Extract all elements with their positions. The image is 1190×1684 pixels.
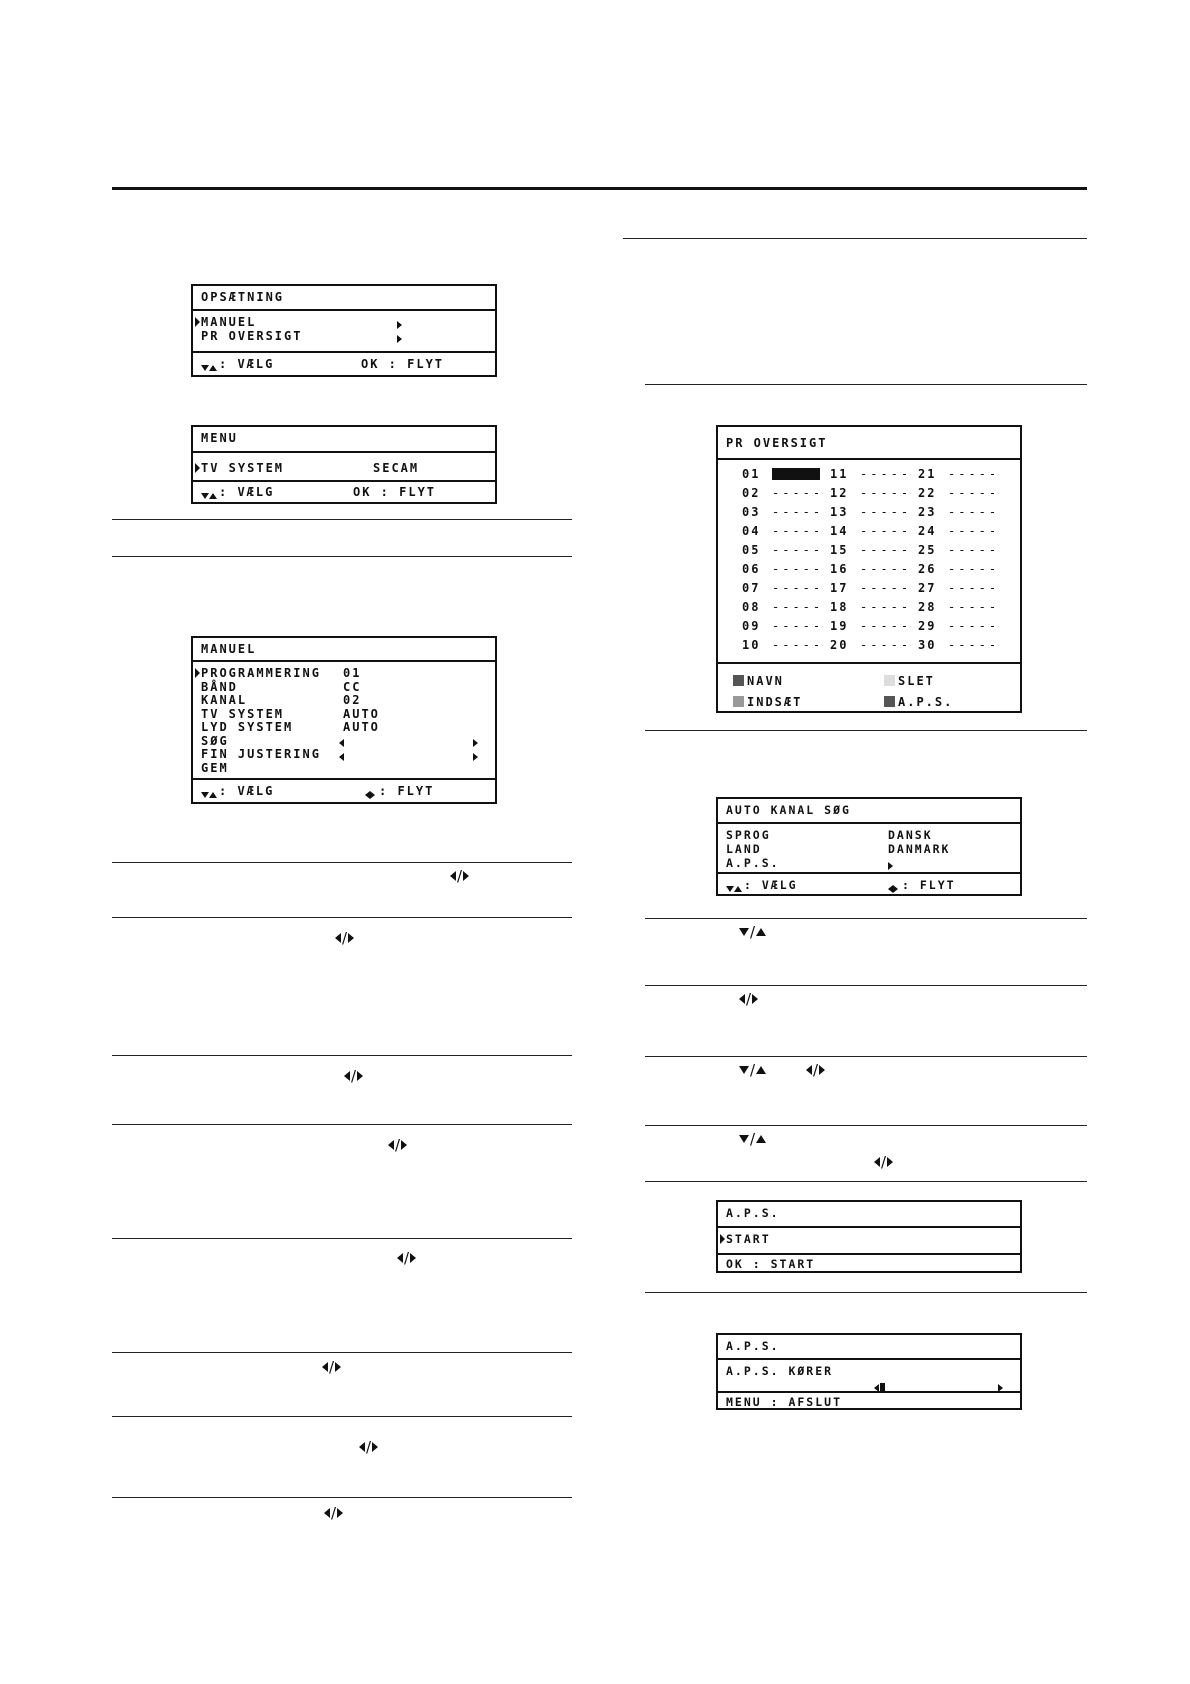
aps-running-menu bbox=[716, 1333, 1022, 1410]
program-number: 22 bbox=[918, 486, 937, 500]
left-right-arrows-icon: / bbox=[739, 989, 758, 1008]
menu-item-manuel[interactable]: MANUEL bbox=[193, 315, 495, 329]
left-rule-6 bbox=[112, 1124, 572, 1125]
left-right-arrows-icon: / bbox=[359, 1437, 378, 1456]
pr-oversigt-menu bbox=[716, 425, 1022, 713]
footer-menu-exit: MENU : AFSLUT bbox=[726, 1395, 843, 1409]
menu-item-band[interactable]: BÅND CC bbox=[201, 679, 362, 694]
program-slot[interactable]: ----- bbox=[948, 486, 1000, 500]
tv-system-menu: MENU TV SYSTEM SECAM : VÆLG OK : FLYT bbox=[191, 425, 497, 504]
right-rule-2 bbox=[645, 384, 1087, 385]
red-square-icon bbox=[733, 675, 744, 686]
right-rule-4 bbox=[645, 918, 1087, 919]
down-up-arrows-icon: / bbox=[739, 1060, 766, 1079]
menu-item-tv-system[interactable]: TV SYSTEM SECAM bbox=[193, 461, 495, 475]
cursor-icon bbox=[195, 668, 200, 678]
program-slot[interactable]: ----- bbox=[860, 562, 912, 576]
menu-title: OPSÆTNING bbox=[201, 290, 285, 304]
footer-move: OK : FLYT bbox=[361, 357, 445, 371]
program-slot[interactable]: ----- bbox=[948, 467, 1000, 481]
program-number: 16 bbox=[830, 562, 849, 576]
right-rule-3 bbox=[645, 730, 1087, 731]
program-number: 12 bbox=[830, 486, 849, 500]
menu-title: A.P.S. bbox=[726, 1339, 780, 1353]
left-rule-7 bbox=[112, 1238, 572, 1239]
program-slot[interactable]: ----- bbox=[860, 467, 912, 481]
menu-item-gem[interactable]: GEM bbox=[201, 760, 229, 775]
aps-start-menu bbox=[716, 1200, 1022, 1273]
left-right-arrows-icon: / bbox=[397, 1248, 416, 1267]
menu-title: AUTO KANAL SØG bbox=[726, 803, 851, 817]
program-number: 10 bbox=[742, 638, 761, 652]
footer-select: : VÆLG bbox=[219, 357, 275, 371]
aps-running-status: A.P.S. KØRER bbox=[726, 1364, 834, 1378]
progress-start-icon bbox=[874, 1380, 885, 1394]
program-number: 06 bbox=[742, 562, 761, 576]
program-slot[interactable]: ----- bbox=[860, 524, 912, 538]
left-right-arrows-icon: / bbox=[322, 1357, 341, 1376]
chevron-right-icon bbox=[397, 331, 402, 345]
program-number: 19 bbox=[830, 619, 849, 633]
right-rule-8 bbox=[645, 1181, 1087, 1182]
aps-progress bbox=[718, 1378, 1020, 1392]
left-right-arrows-icon: / bbox=[806, 1060, 825, 1079]
menu-item-pr-oversigt[interactable]: PR OVERSIGT bbox=[193, 329, 495, 343]
right-rule-7 bbox=[645, 1125, 1087, 1126]
program-slot[interactable]: ----- bbox=[948, 600, 1000, 614]
footer-ok-start: OK : START bbox=[726, 1257, 816, 1271]
blue-square-icon bbox=[884, 696, 895, 707]
left-right-icon bbox=[888, 881, 898, 895]
program-slot[interactable]: ----- bbox=[948, 619, 1000, 633]
menu-item-aps[interactable]: A.P.S. bbox=[718, 856, 1020, 870]
program-number: 08 bbox=[742, 600, 761, 614]
program-number: 07 bbox=[742, 581, 761, 595]
program-number: 09 bbox=[742, 619, 761, 633]
program-slot[interactable]: ----- bbox=[772, 619, 824, 633]
program-slot[interactable]: ----- bbox=[948, 524, 1000, 538]
program-number: 05 bbox=[742, 543, 761, 557]
program-slot-selected[interactable] bbox=[772, 468, 820, 480]
menu-title: MANUEL bbox=[201, 642, 257, 656]
program-slot[interactable]: ----- bbox=[948, 581, 1000, 595]
left-right-arrows-icon: / bbox=[344, 1066, 363, 1085]
program-slot[interactable]: ----- bbox=[860, 486, 912, 500]
left-right-arrows-icon: / bbox=[874, 1152, 893, 1171]
program-slot[interactable]: ----- bbox=[772, 524, 824, 538]
program-slot[interactable]: ----- bbox=[860, 600, 912, 614]
menu-title: PR OVERSIGT bbox=[726, 436, 828, 450]
program-number: 14 bbox=[830, 524, 849, 538]
down-up-icon bbox=[726, 881, 742, 895]
menu-item-start[interactable]: START bbox=[718, 1232, 1020, 1246]
program-slot[interactable]: ----- bbox=[772, 581, 824, 595]
program-slot[interactable]: ----- bbox=[860, 543, 912, 557]
program-number: 04 bbox=[742, 524, 761, 538]
program-slot[interactable]: ----- bbox=[772, 638, 824, 652]
program-slot[interactable]: ----- bbox=[948, 638, 1000, 652]
down-up-icon bbox=[201, 488, 217, 502]
program-number: 03 bbox=[742, 505, 761, 519]
opsaetning-menu bbox=[191, 284, 497, 377]
left-rule-5 bbox=[112, 1055, 572, 1056]
left-rule-3 bbox=[112, 862, 572, 863]
program-number: 25 bbox=[918, 543, 937, 557]
menu-item-lyd-system[interactable]: LYD SYSTEM AUTO bbox=[201, 720, 380, 734]
left-rule-4 bbox=[112, 917, 572, 918]
right-rule-6 bbox=[645, 1056, 1087, 1057]
tv-system-value: SECAM bbox=[373, 461, 420, 475]
auto-kanal-sog-menu: AUTO KANAL SØG SPROG DANSK LAND DANMARK A.P.S. : VÆLG : FLYT bbox=[716, 797, 1022, 896]
program-slot[interactable]: ----- bbox=[772, 600, 824, 614]
program-number: 30 bbox=[918, 638, 937, 652]
right-rule-9 bbox=[645, 1292, 1087, 1293]
legend-navn[interactable]: NAVN bbox=[733, 674, 784, 688]
cursor-icon bbox=[195, 463, 200, 473]
menu-item-kanal[interactable]: KANAL 02 bbox=[201, 693, 362, 707]
program-number: 18 bbox=[830, 600, 849, 614]
chevron-right-icon bbox=[998, 1380, 1003, 1394]
program-grid bbox=[718, 460, 1020, 664]
program-slot[interactable]: ----- bbox=[772, 562, 824, 576]
menu-item-fin-justering[interactable]: FIN JUSTERING bbox=[193, 747, 495, 761]
left-rule-2 bbox=[112, 556, 572, 557]
program-number: 20 bbox=[830, 638, 849, 652]
program-number: 15 bbox=[830, 543, 849, 557]
program-slot[interactable]: ----- bbox=[948, 562, 1000, 576]
left-right-arrows-icon: / bbox=[388, 1135, 407, 1154]
program-number: 13 bbox=[830, 505, 849, 519]
program-number: 24 bbox=[918, 524, 937, 538]
down-up-arrows-icon: / bbox=[739, 1129, 766, 1148]
program-number: 02 bbox=[742, 486, 761, 500]
program-slot[interactable]: ----- bbox=[772, 543, 824, 557]
program-slot[interactable]: ----- bbox=[772, 505, 824, 519]
program-number: 23 bbox=[918, 505, 937, 519]
program-number: 27 bbox=[918, 581, 937, 595]
left-rule-1 bbox=[112, 519, 572, 520]
program-number: 26 bbox=[918, 562, 937, 576]
program-number: 28 bbox=[918, 600, 937, 614]
menu-title: MENU bbox=[201, 431, 238, 445]
left-right-icon bbox=[365, 787, 375, 801]
menu-item-sog[interactable]: SØG bbox=[193, 734, 495, 748]
program-number: 29 bbox=[918, 619, 937, 633]
down-up-arrows-icon: / bbox=[739, 922, 766, 941]
menu-item-sprog[interactable]: SPROG DANSK bbox=[726, 828, 933, 842]
green-square-icon bbox=[884, 675, 895, 686]
program-slot[interactable]: ----- bbox=[860, 638, 912, 652]
left-rule-9 bbox=[112, 1416, 572, 1417]
menu-item-land[interactable]: LAND DANMARK bbox=[726, 842, 951, 856]
cursor-icon bbox=[720, 1234, 725, 1244]
legend-slet[interactable]: SLET bbox=[884, 674, 935, 688]
yellow-square-icon bbox=[733, 696, 744, 707]
down-up-icon bbox=[201, 360, 217, 374]
cursor-icon bbox=[195, 317, 200, 327]
left-rule-10 bbox=[112, 1497, 572, 1498]
menu-item-programmering[interactable]: PROGRAMMERING 01 bbox=[193, 666, 495, 680]
chevron-right-icon bbox=[888, 858, 893, 872]
program-slot[interactable]: ----- bbox=[772, 486, 824, 500]
program-slot[interactable]: ----- bbox=[860, 581, 912, 595]
program-slot[interactable]: ----- bbox=[948, 505, 1000, 519]
menu-title: A.P.S. bbox=[726, 1206, 780, 1220]
right-rule-5 bbox=[645, 985, 1087, 986]
left-right-arrows-icon: / bbox=[324, 1503, 343, 1522]
right-rule-1 bbox=[623, 238, 1087, 239]
program-slot[interactable]: ----- bbox=[860, 505, 912, 519]
program-slot[interactable]: ----- bbox=[860, 619, 912, 633]
program-number: 21 bbox=[918, 467, 937, 481]
legend-indsaet[interactable]: INDSÆT bbox=[733, 695, 802, 709]
left-right-arrows-icon: / bbox=[335, 928, 354, 947]
top-rule bbox=[112, 187, 1087, 190]
left-rule-8 bbox=[112, 1352, 572, 1353]
program-number: 01 bbox=[742, 467, 761, 481]
program-slot[interactable]: ----- bbox=[948, 543, 1000, 557]
legend-aps[interactable]: A.P.S. bbox=[884, 695, 953, 709]
manuel-menu: MANUEL PROGRAMMERING 01 BÅND CC KANAL 02 TV SYSTEM AUTO LYD SYSTEM AUTO SØG FIN JUSTERING GEM : VÆLG : FLYT bbox=[191, 636, 497, 804]
down-up-icon bbox=[201, 787, 217, 801]
left-right-arrows-icon: / bbox=[450, 866, 469, 885]
menu-item-tv-system[interactable]: TV SYSTEM AUTO bbox=[201, 706, 380, 721]
program-number: 17 bbox=[830, 581, 849, 595]
program-number: 11 bbox=[830, 467, 849, 481]
